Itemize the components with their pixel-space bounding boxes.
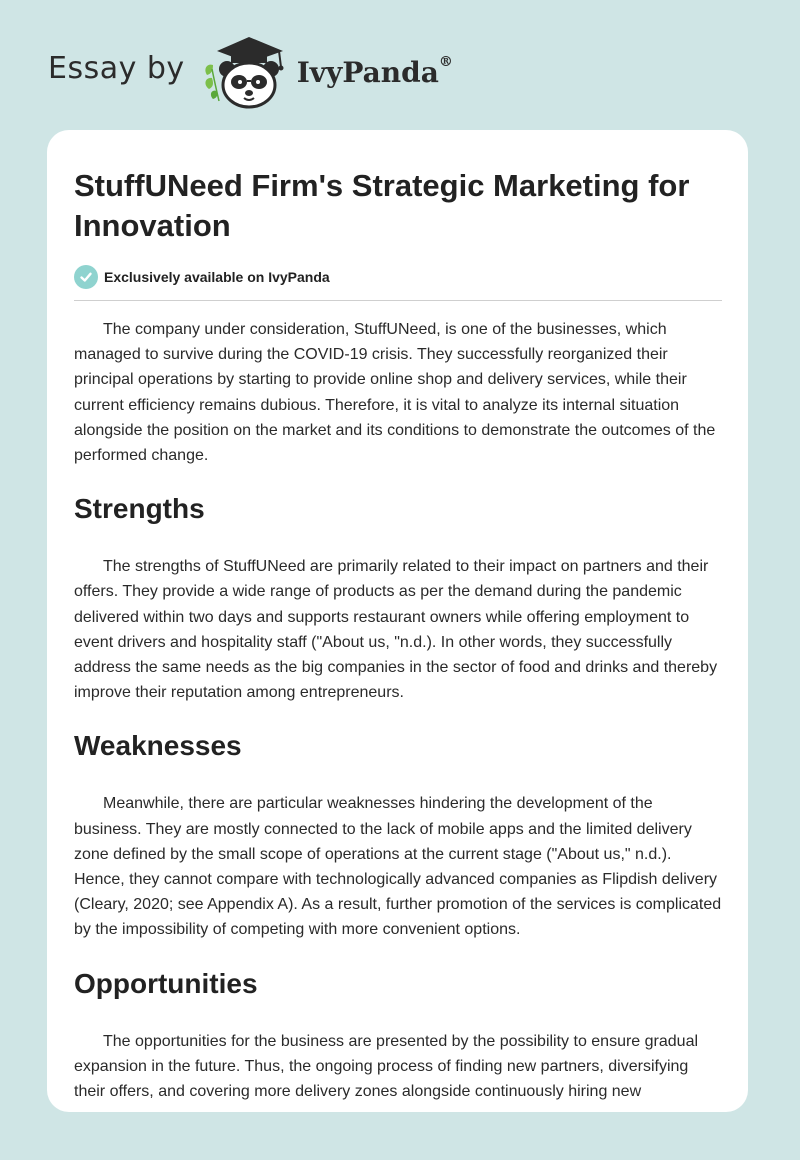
essay-card bbox=[47, 130, 748, 1112]
section-paragraph-weaknesses: Meanwhile, there are particular weaknesses hindering the development of the business. They are mostly connected to the lack of mobile apps and the limited delivery zone defined by the small scope of operations at the current stage ("About us," n.d.). Hence, they cannot compare with technologically advanced companies as Flipdish delivery (Cleary, 2020; see Appendix A). As a result, further promotion of the services is complicated by the impossibility of competing with more convenient options. bbox=[74, 795, 722, 939]
divider bbox=[74, 300, 722, 301]
panda-logo-icon[interactable] bbox=[199, 29, 291, 111]
exclusive-badge bbox=[74, 264, 722, 290]
section-heading-strengths: Strengths bbox=[74, 493, 205, 525]
site-header bbox=[48, 30, 453, 110]
essay-by-label: Essay by bbox=[48, 50, 185, 86]
brand-name[interactable] bbox=[296, 53, 453, 89]
intro-paragraph: The company under consideration, StuffUNeed, is one of the businesses, which managed to survive during the COVID-19 crisis. They successfully reorganized their principal operations by starting to provide online shop and delivery services, while their current efficiency remains dubious. Therefore, it is vital to analyze its internal situation alongside the position on the market and its conditions to demonstrate the outcomes of the performed change. bbox=[74, 321, 716, 465]
exclusive-label: Exclusively available on IvyPanda bbox=[104, 269, 330, 285]
page-title: StuffUNeed Firm's Strategic Marketing for Innovation bbox=[74, 168, 690, 243]
registered-mark: ® bbox=[438, 53, 453, 70]
checkmark-icon bbox=[74, 265, 98, 289]
section-heading-weaknesses: Weaknesses bbox=[74, 730, 242, 762]
brand-label: IvyPanda bbox=[296, 55, 439, 89]
section-heading-opportunities: Opportunities bbox=[74, 967, 258, 999]
section-paragraph-strengths: The strengths of StuffUNeed are primarily related to their impact on partners and their offers. They provide a wide range of products as per the demand during the pandemic delivered within two days and supports restaurant owners while offering employment to event drivers and hospitality staff ("About us, "n.d.). In other words, they successfully address the same needs as the big companies in the sector of food and drinks and thereby improve their reputation among entrepreneurs. bbox=[74, 558, 718, 702]
section-paragraph-opportunities: The opportunities for the business are presented by the possibility to ensure gradual expansion in the future. Thus, the ongoing process of finding new partners, diversifying their offers, and covering more delivery zones alongside continuously hiring new bbox=[74, 1032, 699, 1101]
